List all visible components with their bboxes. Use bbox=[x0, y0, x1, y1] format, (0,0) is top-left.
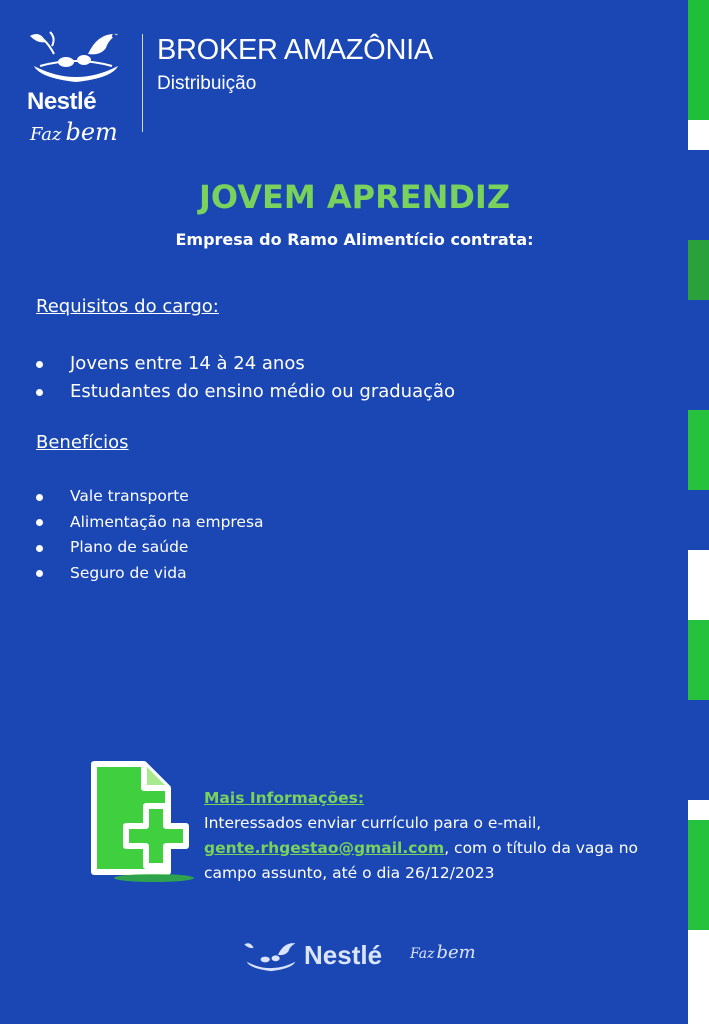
contact-title: Mais Informações: bbox=[204, 789, 365, 807]
requirements-title: Requisitos do cargo: bbox=[36, 296, 219, 317]
footer-logo bbox=[242, 934, 482, 978]
list-item: Vale transporte bbox=[36, 484, 264, 510]
nestle-nest-logo-icon bbox=[242, 936, 300, 976]
footer-tagline: Faz bem bbox=[410, 942, 476, 963]
brand-tagline: Faz bem bbox=[30, 118, 118, 146]
contact-line: Interessados enviar currículo para o e-mail, bbox=[204, 814, 542, 832]
bullet-icon bbox=[36, 570, 43, 577]
email-link[interactable]: gente.rhgestao@gmail.com bbox=[204, 839, 445, 857]
bullet-icon bbox=[36, 361, 43, 368]
page-subtitle: Empresa do Ramo Alimentício contrata: bbox=[175, 230, 534, 249]
document-add-icon bbox=[88, 760, 196, 884]
bullet-icon bbox=[36, 494, 43, 501]
company-name: BROKER AMAZÔNIA bbox=[157, 34, 433, 66]
bullet-icon bbox=[36, 519, 43, 526]
header-divider bbox=[142, 34, 143, 132]
list-item: Estudantes do ensino médio ou graduação bbox=[36, 378, 455, 406]
benefits-list bbox=[36, 484, 264, 586]
bullet-icon bbox=[36, 389, 43, 396]
list-item: Jovens entre 14 à 24 anos bbox=[36, 350, 455, 378]
company-subtitle: Distribuição bbox=[157, 73, 257, 94]
nestle-nest-logo-icon bbox=[26, 26, 126, 86]
list-item: Seguro de vida bbox=[36, 561, 264, 587]
contact-line: campo assunto, até o dia 26/12/2023 bbox=[204, 864, 495, 882]
decorative-side-strip bbox=[688, 0, 709, 1024]
brand-name: Nestlé bbox=[27, 88, 97, 115]
bullet-icon bbox=[36, 545, 43, 552]
list-item: Alimentação na empresa bbox=[36, 510, 264, 536]
requirements-list bbox=[36, 350, 455, 406]
footer-brand-name: Nestlé bbox=[304, 940, 383, 970]
list-item: Plano de saúde bbox=[36, 535, 264, 561]
nestle-logo bbox=[22, 22, 134, 162]
page-title: JOVEM APRENDIZ bbox=[198, 178, 511, 216]
benefits-title: Benefícios bbox=[36, 432, 129, 453]
contact-line: gente.rhgestao@gmail.com, com o título da vaga no bbox=[204, 839, 639, 857]
contact-info bbox=[204, 786, 674, 886]
